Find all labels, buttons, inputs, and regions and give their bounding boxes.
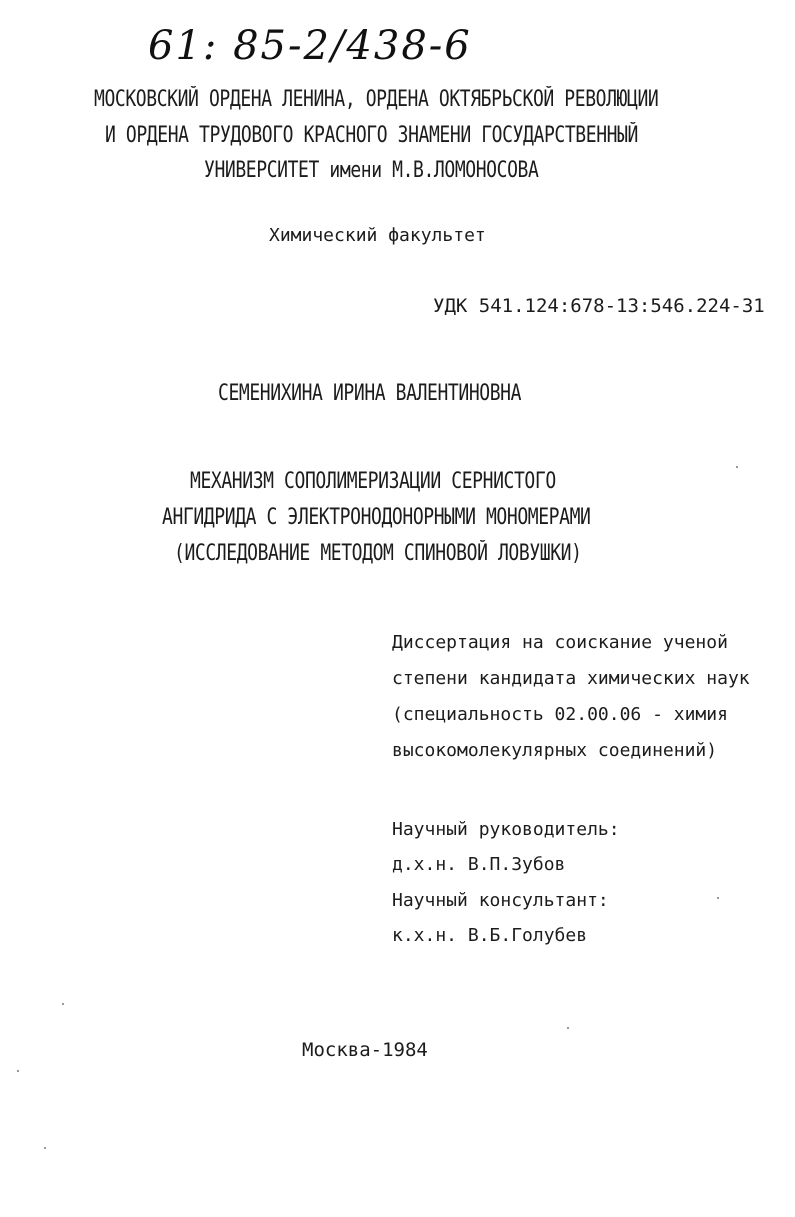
scan-speck (567, 1027, 569, 1029)
thesis-title-line-3: (ИССЛЕДОВАНИЕ МЕТОДОМ СПИНОВОЙ ЛОВУШКИ) (174, 541, 582, 566)
scan-speck (17, 1070, 19, 1072)
consultant-name: к.х.н. В.Б.Голубев (392, 925, 588, 946)
supervisor-name: д.х.н. В.П.Зубов (392, 854, 566, 875)
thesis-title-line-1: МЕХАНИЗМ СОПОЛИМЕРИЗАЦИИ СЕРНИСТОГО (190, 469, 556, 494)
institution-line-3: УНИВЕРСИТЕТ имени М.В.ЛОМОНОСОВА (204, 158, 539, 183)
scan-speck (736, 466, 738, 468)
scan-speck (44, 1147, 46, 1149)
faculty: Химический факультет (269, 225, 486, 246)
dissertation-info-line-3: (специальность 02.00.06 - химия (392, 704, 728, 725)
dissertation-info-line-4: высокомолекулярных соединений) (392, 740, 718, 761)
thesis-title-line-2: АНГИДРИДА С ЭЛЕКТРОНОДОНОРНЫМИ МОНОМЕРАМИ (162, 505, 591, 530)
author-name: СЕМЕНИХИНА ИРИНА ВАЛЕНТИНОВНА (218, 381, 522, 406)
archive-mark: 61: 85-2/438-6 (148, 23, 472, 69)
dissertation-info-line-1: Диссертация на соискание ученой (392, 632, 728, 653)
dissertation-info-line-2: степени кандидата химических наук (392, 668, 750, 689)
institution-line-2: И ОРДЕНА ТРУДОВОГО КРАСНОГО ЗНАМЕНИ ГОСУДАРСТВЕННЫЙ (105, 123, 639, 148)
scan-speck (62, 1003, 64, 1005)
supervisor-label: Научный руководитель: (392, 819, 620, 840)
udc-code: УДК 541.124:678-13:546.224-31 (433, 295, 765, 317)
consultant-label: Научный консультант: (392, 890, 609, 911)
city-year: Москва-1984 (302, 1039, 428, 1061)
institution-line-1: МОСКОВСКИЙ ОРДЕНА ЛЕНИНА, ОРДЕНА ОКТЯБРЬСКОЙ РЕВОЛЮЦИИ (94, 87, 659, 112)
scan-speck (717, 897, 719, 899)
